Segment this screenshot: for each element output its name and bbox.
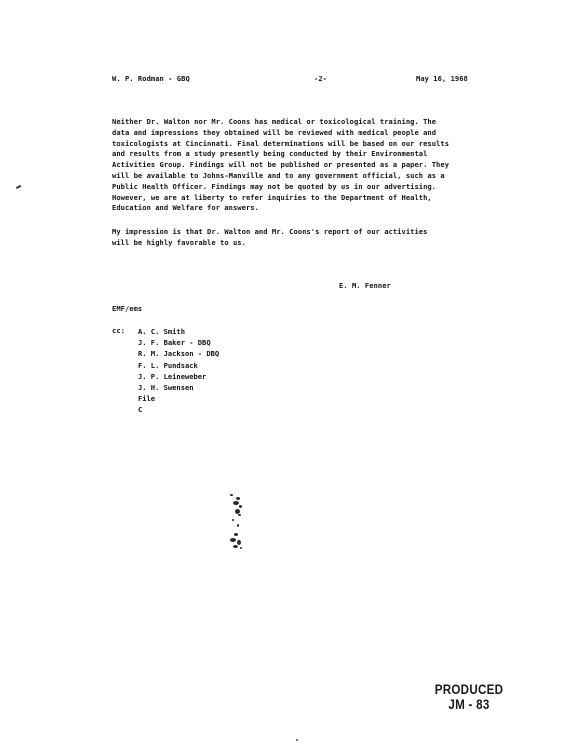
- paragraph-line: and results from a study presently being conducted by their Environmental: [112, 149, 428, 159]
- paragraph-line: will be highly favorable to us.: [112, 237, 246, 247]
- paragraph-line: Activities Group. Findings will not be published or presented as a paper. They: [112, 160, 450, 170]
- cc-recipient: File: [138, 394, 156, 404]
- stamp-line-2: JM - 83: [448, 697, 490, 712]
- scan-smudge: [224, 492, 252, 554]
- paragraph-line: will be available to Johns-Manville and to any government official, such as a: [112, 170, 445, 180]
- cc-label: cc:: [112, 326, 125, 335]
- body-paragraph-2: [112, 227, 427, 249]
- cc-recipient: J. H. Swensen: [138, 383, 194, 393]
- paragraph-line: My impression is that Dr. Walton and Mr. Coons's report of our activities: [112, 227, 428, 236]
- cc-recipient-list: [138, 326, 219, 416]
- cc-recipient: A. C. Smith: [138, 327, 185, 336]
- paragraph-line: Education and Welfare for answers.: [112, 203, 259, 213]
- cc-recipient: J. F. Baker - DBQ: [138, 338, 211, 348]
- header-date: May 16, 1968: [416, 74, 468, 83]
- cc-recipient: J. P. Leineweber: [138, 371, 207, 381]
- paragraph-line: toxicologists at Cincinnati. Final determinations will be based on our results: [112, 138, 450, 148]
- signature-name: E. M. Fenner: [339, 281, 391, 290]
- stamp-line-1: PRODUCED: [434, 682, 504, 697]
- paragraph-line: Neither Dr. Walton nor Mr. Coons has medical or toxicological training. The: [112, 117, 437, 126]
- reference-initials: EMF/ems: [112, 304, 143, 313]
- cc-recipient: C: [138, 405, 143, 415]
- produced-stamp: [424, 682, 514, 712]
- paragraph-line: However, we are at liberty to refer inquiries to the Department of Health,: [112, 192, 432, 202]
- header-page-number: -2-: [314, 74, 327, 83]
- body-paragraph-1: [112, 117, 449, 214]
- cc-recipient: F. L. Pundsack: [138, 360, 198, 370]
- stray-pen-mark: [16, 185, 21, 189]
- paragraph-line: Public Health Officer. Findings may not be quoted by us in our advertising.: [112, 181, 437, 191]
- cc-recipient: R. M. Jackson - DBQ: [138, 349, 220, 359]
- header-recipient: W. P. Rodman - GBQ: [112, 74, 190, 83]
- scan-speck: [296, 739, 298, 741]
- paragraph-line: data and impressions they obtained will be reviewed with medical people and: [112, 127, 437, 137]
